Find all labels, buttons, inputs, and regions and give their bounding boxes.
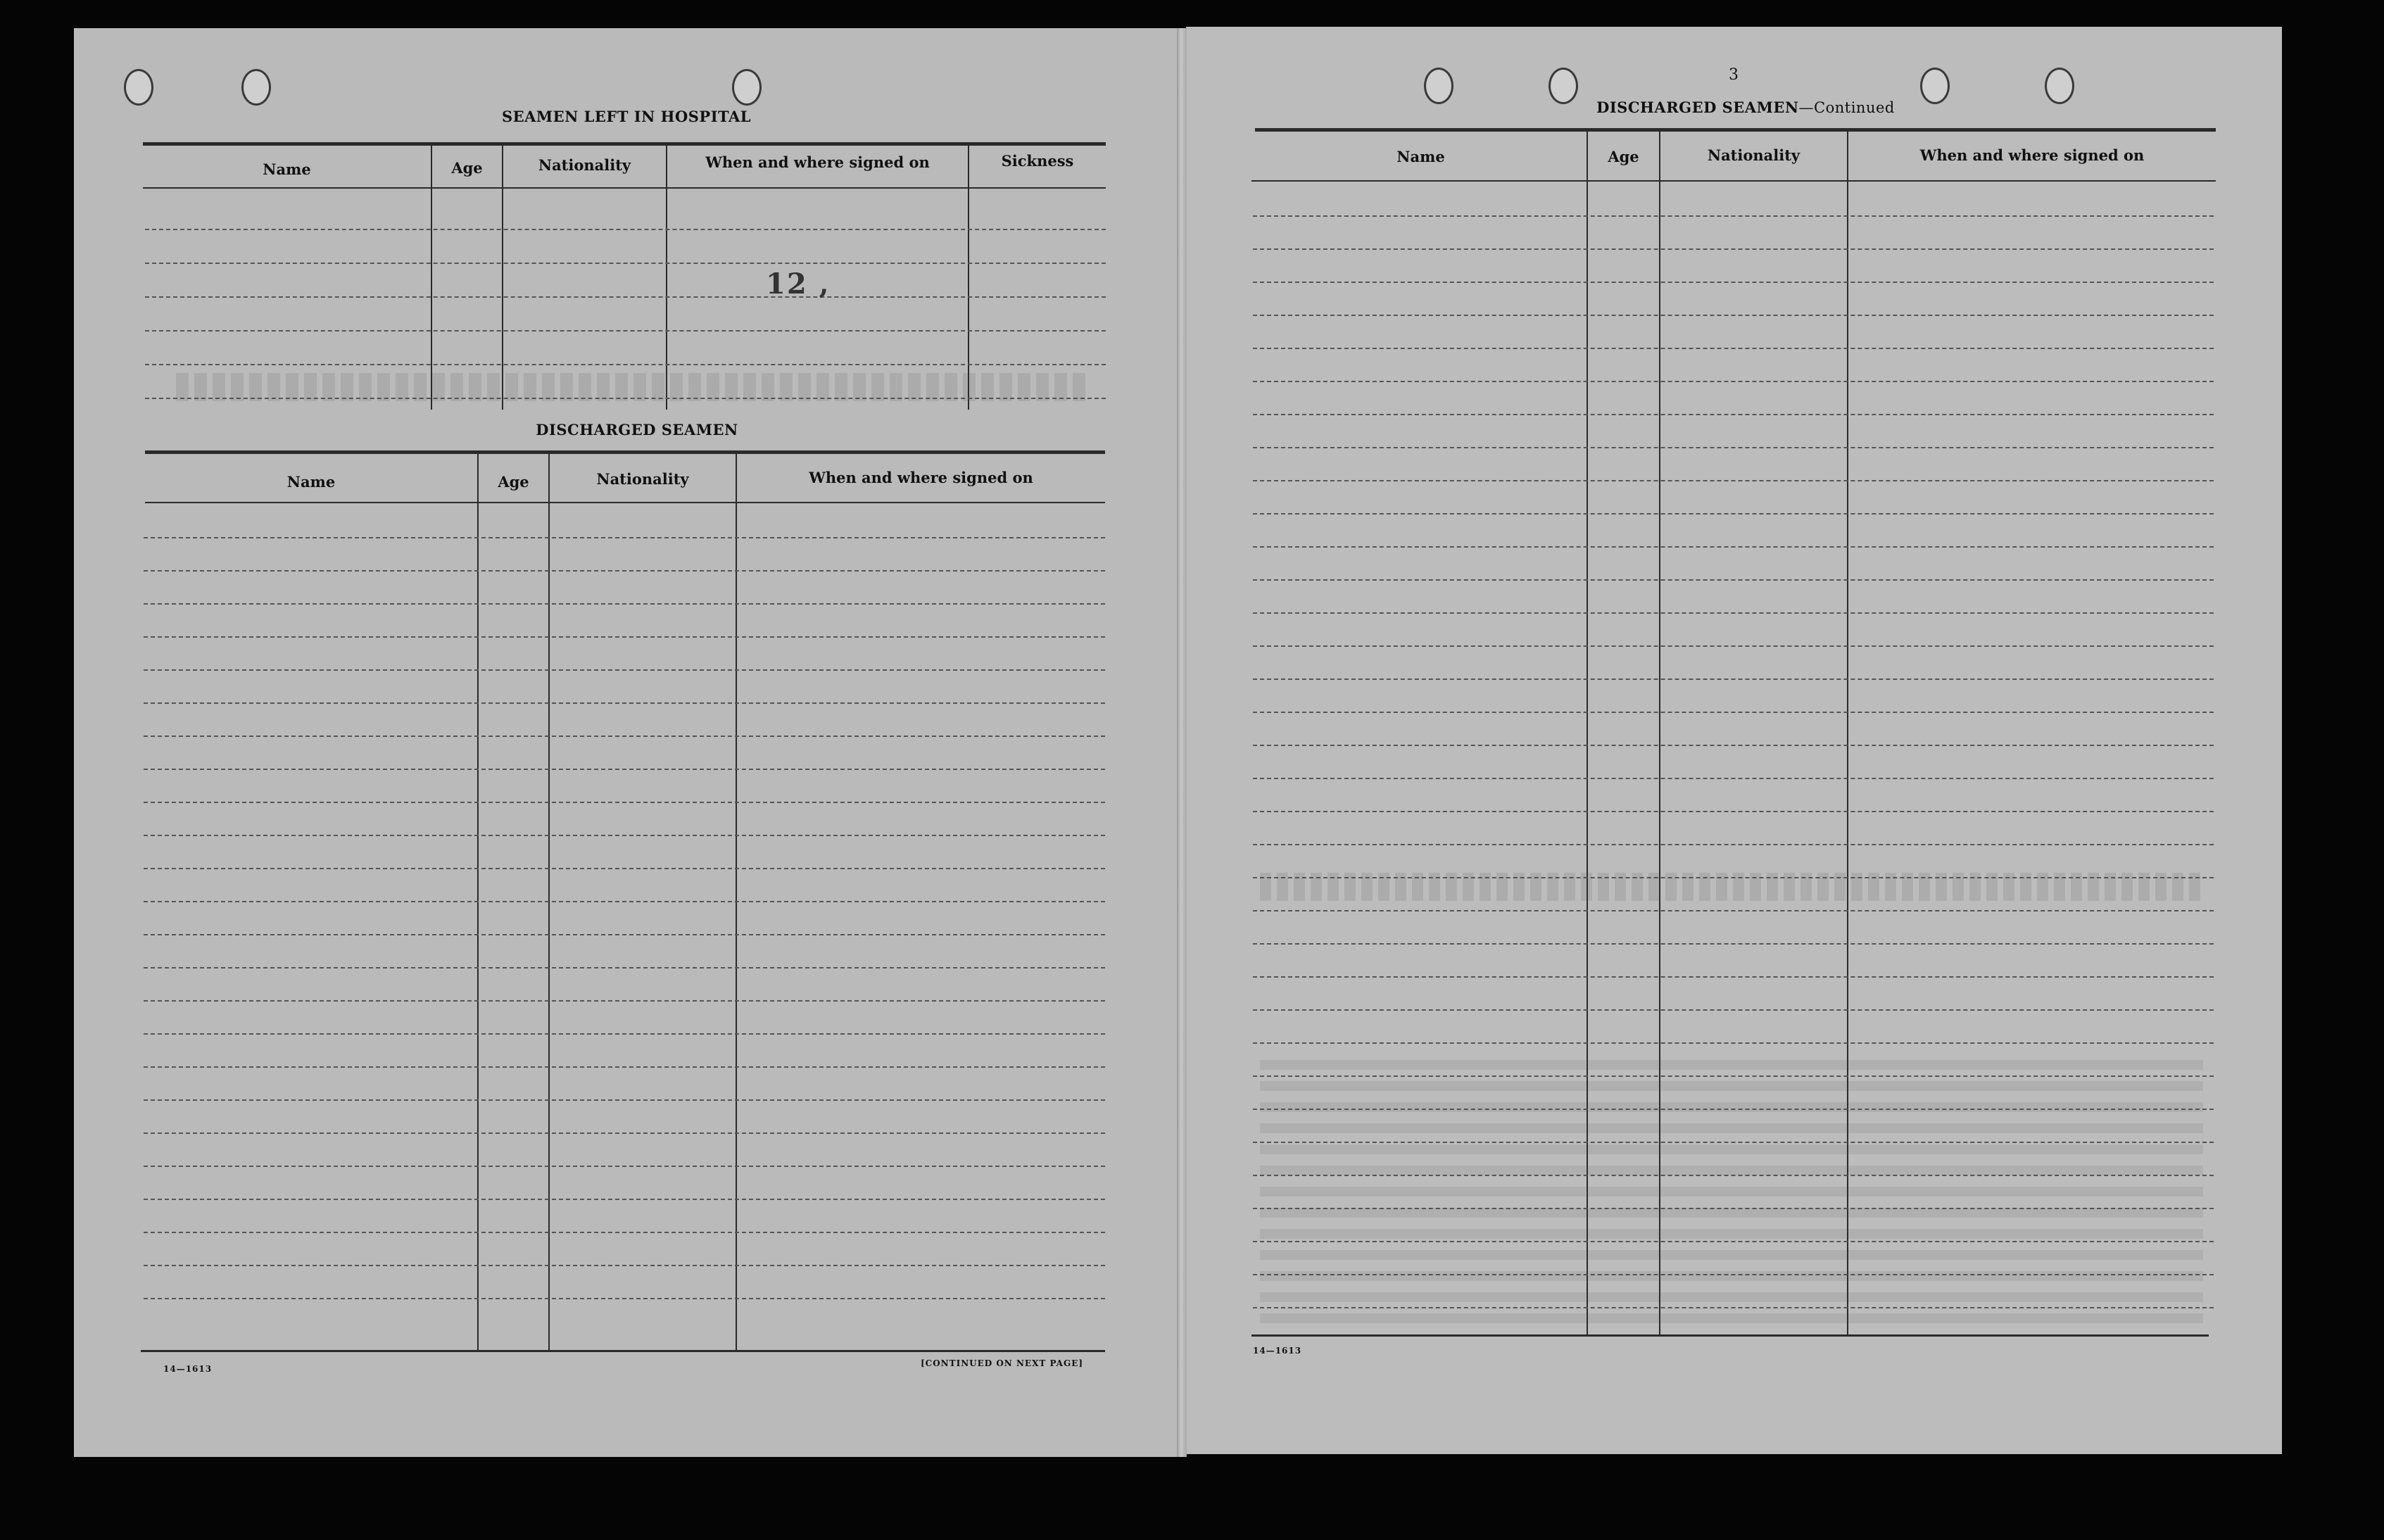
table-row-line: [1253, 943, 2214, 945]
discharged-table-bottom-rule: [141, 1350, 1105, 1352]
hospital-col-age: Age: [451, 159, 483, 177]
discharged-col-age: Age: [498, 473, 529, 491]
table-row-line: [1253, 1009, 2214, 1011]
hospital-col-sickness: Sickness: [1001, 152, 1074, 170]
page-fold: [1177, 28, 1187, 1457]
right-table-top-rule: [1255, 128, 2216, 132]
table-row-line: [1253, 248, 2214, 250]
table-row-line: [144, 835, 1105, 836]
hospital-table-top-rule: [143, 142, 1106, 146]
table-row-line: [144, 1099, 1105, 1101]
discharged-col-signed-on: When and where signed on: [809, 469, 1033, 486]
right-col-nationality: Nationality: [1707, 146, 1800, 164]
page-number: 3: [1729, 66, 1739, 84]
table-row-line: [1253, 712, 2214, 713]
form-number-right: 14—1613: [1253, 1346, 1302, 1356]
table-row-line: [144, 901, 1105, 902]
right-table-header-rule: [1251, 180, 2216, 182]
discharged-section-title: DISCHARGED SEAMEN: [536, 421, 738, 438]
column-divider: [968, 146, 969, 410]
table-row-line: [1253, 315, 2214, 316]
table-row-line: [1253, 480, 2214, 481]
right-col-age: Age: [1608, 148, 1639, 165]
table-row-line: [144, 1298, 1105, 1299]
table-row-line: [145, 263, 1106, 264]
table-row-line: [144, 537, 1105, 538]
table-row-line: [144, 967, 1105, 968]
column-divider: [666, 146, 667, 410]
right-table-bottom-rule: [1251, 1334, 2209, 1337]
table-row-line: [1253, 811, 2214, 812]
punch-hole-icon: [2045, 68, 2074, 104]
table-row-line: [144, 603, 1105, 605]
table-row-line: [144, 669, 1105, 671]
bleed-through-texture: [176, 373, 1091, 401]
table-row-line: [144, 868, 1105, 869]
hospital-col-name: Name: [263, 160, 311, 178]
table-row-line: [144, 1033, 1105, 1035]
punch-hole-icon: [241, 69, 271, 106]
table-row-line: [1253, 546, 2214, 548]
table-row-line: [145, 364, 1106, 365]
column-divider: [736, 454, 737, 1351]
discharged-table-top-rule: [145, 450, 1105, 454]
table-row-line: [144, 702, 1105, 704]
table-row-line: [144, 934, 1105, 935]
table-row-line: [144, 802, 1105, 803]
table-row-line: [1253, 679, 2214, 680]
table-row-line: [1253, 612, 2214, 614]
hospital-table-header-rule: [143, 187, 1106, 189]
table-row-line: [144, 1232, 1105, 1233]
right-section-title: [1549, 99, 1943, 116]
column-divider: [431, 146, 432, 410]
table-row-line: [144, 636, 1105, 638]
table-row-line: [1253, 447, 2214, 448]
discharged-table-header-rule: [145, 502, 1105, 503]
table-row-line: [1253, 282, 2214, 283]
bleed-through-texture: [1260, 1056, 2203, 1323]
table-row-line: [144, 736, 1105, 737]
table-row-line: [1253, 976, 2214, 978]
table-row-line: [144, 1000, 1105, 1002]
table-row-line: [145, 296, 1106, 298]
table-row-line: [144, 1265, 1105, 1266]
table-row-line: [144, 769, 1105, 770]
table-row-line: [145, 229, 1106, 230]
table-row-line: [1253, 778, 2214, 779]
table-row-line: [1253, 215, 2214, 217]
bleed-through-texture: [1260, 873, 2203, 901]
table-row-line: [144, 570, 1105, 572]
continued-note: [CONTINUED ON NEXT PAGE]: [921, 1358, 1084, 1368]
discharged-col-name: Name: [286, 473, 336, 491]
table-row-line: [1253, 513, 2214, 515]
column-divider: [548, 454, 550, 1351]
table-row-line: [1253, 844, 2214, 845]
column-divider: [502, 146, 503, 410]
table-row-line: [144, 1166, 1105, 1167]
right-col-name: Name: [1396, 148, 1445, 165]
discharged-col-nationality: Nationality: [596, 470, 689, 488]
table-row-line: [144, 1199, 1105, 1200]
punch-hole-icon: [124, 69, 153, 106]
left-page: [74, 28, 1186, 1457]
table-row-line: [1253, 381, 2214, 382]
right-section-title-main: DISCHARGED SEAMEN: [1596, 99, 1799, 116]
right-col-signed-on: When and where signed on: [1919, 146, 2145, 164]
punch-hole-icon: [1424, 68, 1453, 104]
table-row-line: [1253, 348, 2214, 349]
table-row-line: [145, 330, 1106, 332]
table-row-line: [144, 1066, 1105, 1068]
table-row-line: [144, 1132, 1105, 1134]
table-row-line: [1253, 579, 2214, 581]
hospital-section-title: SEAMEN LEFT IN HOSPITAL: [501, 108, 752, 125]
right-section-title-suffix: —Continued: [1798, 99, 1895, 116]
table-row-line: [1253, 745, 2214, 746]
form-number-left: 14—1613: [163, 1364, 213, 1374]
table-row-line: [1253, 645, 2214, 647]
hospital-col-signed-on: When and where signed on: [705, 153, 930, 171]
table-row-line: [1253, 910, 2214, 911]
handwritten-mark: 12 ,: [766, 267, 831, 301]
table-row-line: [1253, 414, 2214, 415]
hospital-col-nationality: Nationality: [538, 156, 631, 174]
punch-hole-icon: [732, 69, 762, 106]
column-divider: [477, 454, 479, 1351]
table-row-line: [1253, 1042, 2214, 1044]
